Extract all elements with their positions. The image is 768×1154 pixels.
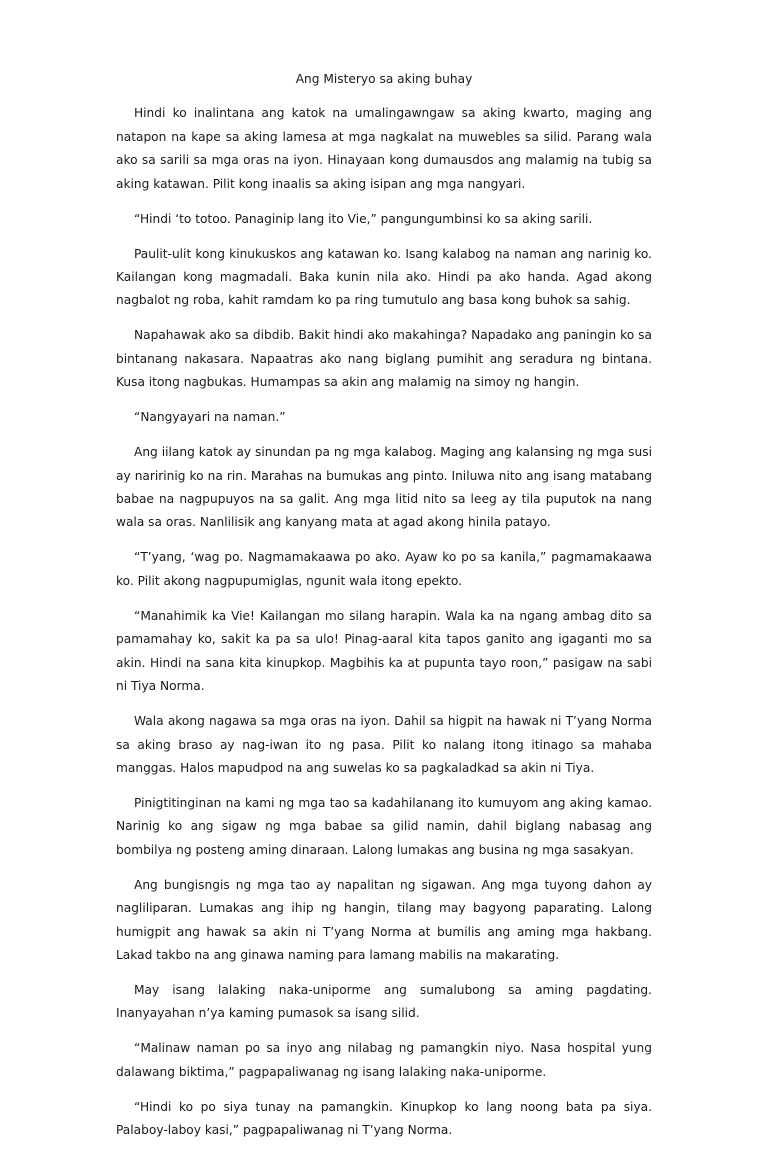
paragraph: Hindi ko inalintana ang katok na umalingawngaw sa aking kwarto, maging ang natapon na kape sa aking lamesa at mga nagkalat na muwebles sa silid. Parang wala ako sa sarili sa mga oras na iyon. Hinayaan kong dumausdos ang malamig na tubig sa aking katawan. Pilit kong inaalis sa aking isipan ang mga nangyari.: [116, 106, 652, 191]
paragraph: “Manahimik ka Vie! Kailangan mo silang harapin. Wala ka na ngang ambag dito sa pamamahay ko, sakit ka pa sa ulo! Pinag-aaral kita tapos ganito ang igaganti mo sa akin. Hindi na sana kita kinupkop. Magbihis ka at pupunta tayo roon,” pasigaw na sabi ni Tiya Norma.: [116, 608, 652, 694]
paragraph: “Hindi ‘to totoo. Panaginip lang ito Vie,” pangungumbinsi ko sa aking sarili.: [134, 211, 593, 226]
paragraph: “Hindi ko po siya tunay na pamangkin. Kinupkop ko lang noong bata pa siya. Palaboy-laboy kasi,” pagpapaliwanag ni T’yang Norma.: [116, 1099, 652, 1138]
paragraph: “Malinaw naman po sa inyo ang nilabag ng pamangkin niyo. Nasa hospital yung dalawang biktima,” pagpapaliwanag ng isang lalaking naka-uniporme.: [116, 1041, 652, 1079]
paragraph: Wala akong nagawa sa mga oras na iyon. Dahil sa higpit na hawak ni T’yang Norma sa aking braso ay nag-iwan ito ng pasa. Pilit ko nalang itong itinago sa mahaba manggas. Halos mapudpod na ang suwelas ko sa pagkaladkad sa akin ni Tiya.: [116, 714, 652, 775]
document-title: Ang Misteryo sa aking buhay: [295, 72, 473, 86]
paragraph: Ang iilang katok ay sinundan pa ng mga kalabog. Maging ang kalansing ng mga susi ay naririnig ko na rin. Marahas na bumukas ang pinto. Iniluwa nito ang isang matabang babae na nagpupuyos na sa galit. Ang mga litid nito sa leeg ay tila puputok na nang wala sa oras. Nanlilisik ang kanyang mata at agad akong hinila patayo.: [116, 445, 652, 530]
paragraph: “T’yang, ‘wag po. Nagmamakaawa po ako. Ayaw ko po sa kanila,” pagmamakaawa ko. Pilit akong nagpupumiglas, ngunit wala itong epekto.: [116, 550, 652, 588]
document-page: [116, 68, 652, 1154]
paragraph: Napahawak ako sa dibdib. Bakit hindi ako makahinga? Napadako ang paningin ko sa bintanang nakasara. Napaatras ako nang biglang pumihit ang seradura ng bintana. Kusa itong nagbukas. Humampas sa akin ang malamig na simoy ng hangin.: [116, 328, 652, 390]
paragraph: May isang lalaking naka-uniporme ang sumalubong sa aming pagdating. Inanyayahan n’ya kaming pumasok sa isang silid.: [116, 982, 652, 1021]
paragraph: Paulit-ulit kong kinukuskos ang katawan ko. Isang kalabog na naman ang narinig ko. Kailangan kong magmadali. Baka kunin nila ako. Hindi pa ako handa. Agad akong nagbalot ng roba, kahit ramdam ko pa ring tumutulo ang basa kong buhok sa sahig.: [116, 246, 652, 308]
paragraph: “Nangyayari na naman.”: [134, 410, 286, 425]
paragraph: Pinigtitinginan na kami ng mga tao sa kadahilanang ito kumuyom ang aking kamao. Narinig ko ang sigaw ng mga babae sa gilid namin, dahil biglang nabasag ang bombilya ng posteng aming dinaraan. Lalong lumakas ang busina ng mga sasakyan.: [116, 795, 652, 857]
paragraph: Ang bungisngis ng mga tao ay napalitan ng sigawan. Ang mga tuyong dahon ay nagliliparan. Lumakas ang ihip ng hangin, tilang may bagyong paparating. Lalong humigpit ang hawak sa akin ni T’yang Norma at bumilis ang aming mga hakbang. Lakad takbo na ang ginawa naming para lamang mabilis na makarating.: [116, 877, 652, 962]
